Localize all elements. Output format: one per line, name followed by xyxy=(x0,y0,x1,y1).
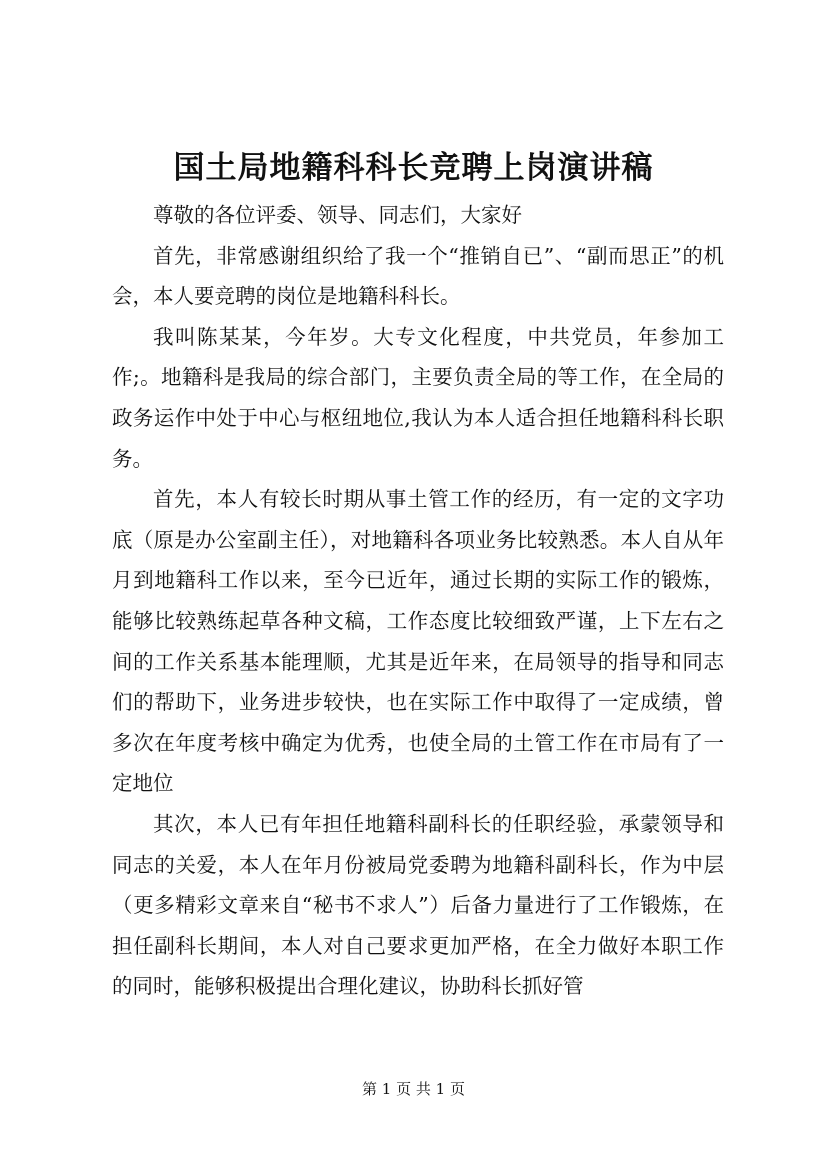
paragraph-greeting: 尊敬的各位评委、领导、同志们，大家好 xyxy=(153,203,522,227)
paragraph: 我叫陈某某，今年岁。大专文化程度，中共党员，年参加工作;。地籍科是我局的综合部门，主要负责全局的等工作，在全局的政务运作中处于中心与枢纽地位,我认为本人适合担任地籍科科长职务。 xyxy=(112,324,724,471)
paragraph: 首先，本人有较长时期从事土管工作的经历，有一定的文字功底（原是办公室副主任），对地籍科各项业务比较熟悉。本人自从年月到地籍科工作以来，至今已近年，通过长期的实际工作的锻炼，能够比较熟练起草各种文稿，工作态度比较细致严谨，上下左右之间的工作关系基本能理顺，尤其是近年来，在局领导的指导和同志们的帮助下，业务进步较快，也在实际工作中取得了一定成绩，曾多次在年度考核中确定为优秀，也使全局的土管工作在市局有了一定地位 xyxy=(112,487,724,796)
paragraph: 其次，本人已有年担任地籍科副科长的任职经验，承蒙领导和同志的关爱，本人在年月份被局党委聘为地籍科副科长，作为中层（更多精彩文章来自“秘书不求人”）后备力量进行了工作锻炼，在担任副科长期间，本人对自己要求更加严格，在全力做好本职工作的同时，能够积极提出合理化建议，协助科长抓好管 xyxy=(112,811,724,999)
document-body xyxy=(112,195,724,1007)
page-number-footer: 第 1 页 共 1 页 xyxy=(362,1080,465,1098)
document-title: 国土局地籍科科长竞聘上岗演讲稿 xyxy=(173,150,654,186)
paragraph: 首先，非常感谢组织给了我一个“推销自已”、“副而思正”的机会，本人要竞聘的岗位是地籍科科长。 xyxy=(112,243,724,309)
